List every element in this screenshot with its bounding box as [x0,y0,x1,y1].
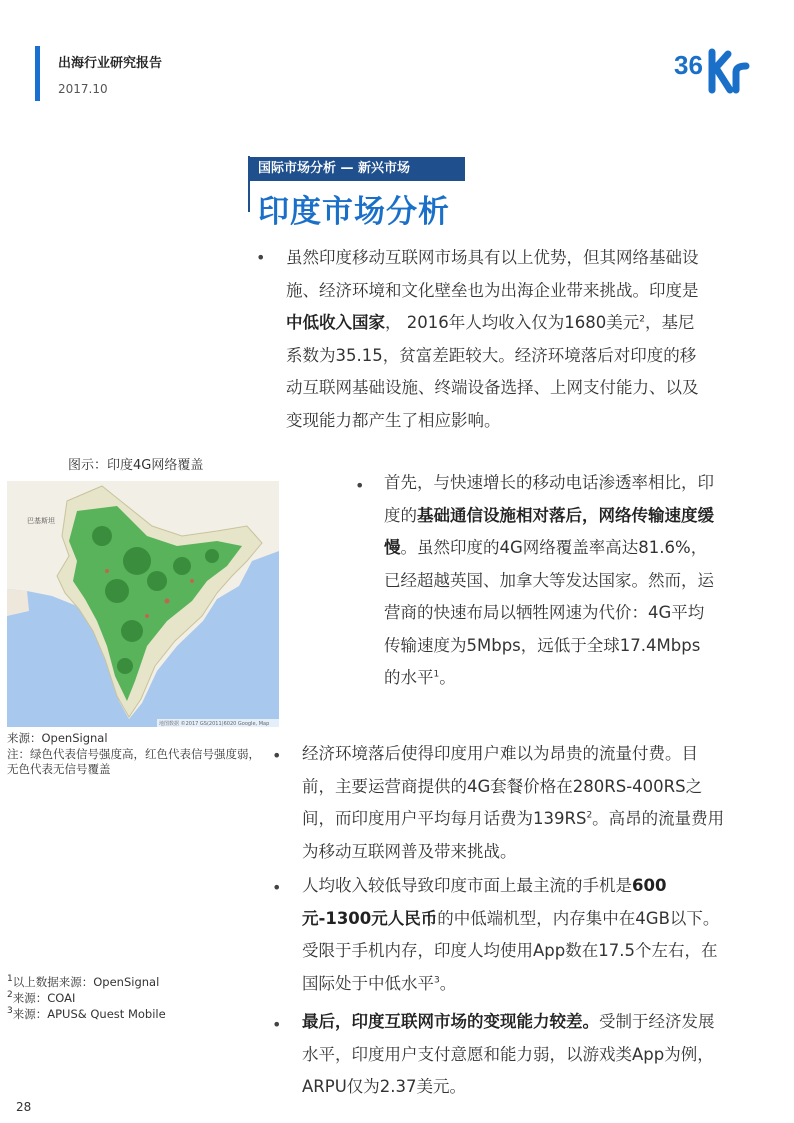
header-accent-bar [35,46,40,101]
bullet-icon: • [272,878,282,897]
paragraph-5: 最后，印度互联网市场的变现能力较差。受制于经济发展水平，印度用户支付意愿和能力弱，以游戏类App为例，ARPU仅为2.37美元。 [302,1012,715,1096]
paragraph-4: 人均收入较低导致印度市面上最主流的手机是600元-1300元人民币的中低端机型，内存集中在4GB以下。受限于手机内存，印度人均使用App数在17.5个左右，在国际处于中低水平$^3$。 [302,876,720,993]
report-date: 2017.10 [58,82,108,96]
footnote: $^3$来源：APUS& Quest Mobile [7,1006,166,1021]
36kr-logo [674,44,758,94]
map-source: 来源：OpenSignal [7,731,108,745]
page-title: 印度市场分析 [258,194,450,230]
map-caption: 图示：印度4G网络覆盖 [68,458,204,473]
bullet-icon: • [256,248,266,267]
paragraph-1: 虽然印度移动互联网市场具有以上优势，但其网络基础设施、经济环境和文化壁垒也为出海企业带来挑战。印度是中低收入国家， 2016年人均收入仅为1680美元$^2$，基尼系数为35.15，贫富差距较大。经济环境落后对印度的移动互联网基础设施、终端设备选择、上网支付能力、以及变现能力都产生了相应影响。 [286,248,699,430]
bullet-icon: • [272,1015,282,1034]
bullet-icon: • [272,746,282,765]
page-number: 28 [16,1100,32,1114]
section-label: 国际市场分析 — 新兴市场 [250,157,465,181]
paragraph-2: 首先，与快速增长的移动电话渗透率相比，印度的基础通信设施相对落后，网络传输速度缓慢。虽然印度的4G网络覆盖率高达81.6%，已经超越英国、加拿大等发达国家。然而，运营商的快速布局以牺牲网速为代价：4G平均传输速度为5Mbps，远低于全球17.4Mbps的水平$^1$。 [384,473,714,687]
report-title: 出海行业研究报告 [58,56,163,71]
paragraph-3: 经济环境落后使得印度用户难以为昂贵的流量付费。目前，主要运营商提供的4G套餐价格在280RS-400RS之间，而印度用户平均每月话费为$139RS^2$。高昂的流量费用为移动互联网普及带来挑战。 [302,744,725,861]
bullet-icon: • [355,476,365,495]
svg-text:36: 36 [674,50,703,80]
map-note: 注：绿色代表信号强度高，红色代表信号强度弱，无色代表无信号覆盖 [7,747,260,776]
footnote: $^2$来源：COAI [7,990,76,1005]
india-4g-coverage-map [7,481,279,727]
map-attribution: 地图数据 ©2017 GS(2011)6020 Google, Map [159,721,270,727]
map-place-label: 巴基斯坦 [27,517,55,525]
footnote: $^1$以上数据来源：OpenSignal [7,974,160,989]
